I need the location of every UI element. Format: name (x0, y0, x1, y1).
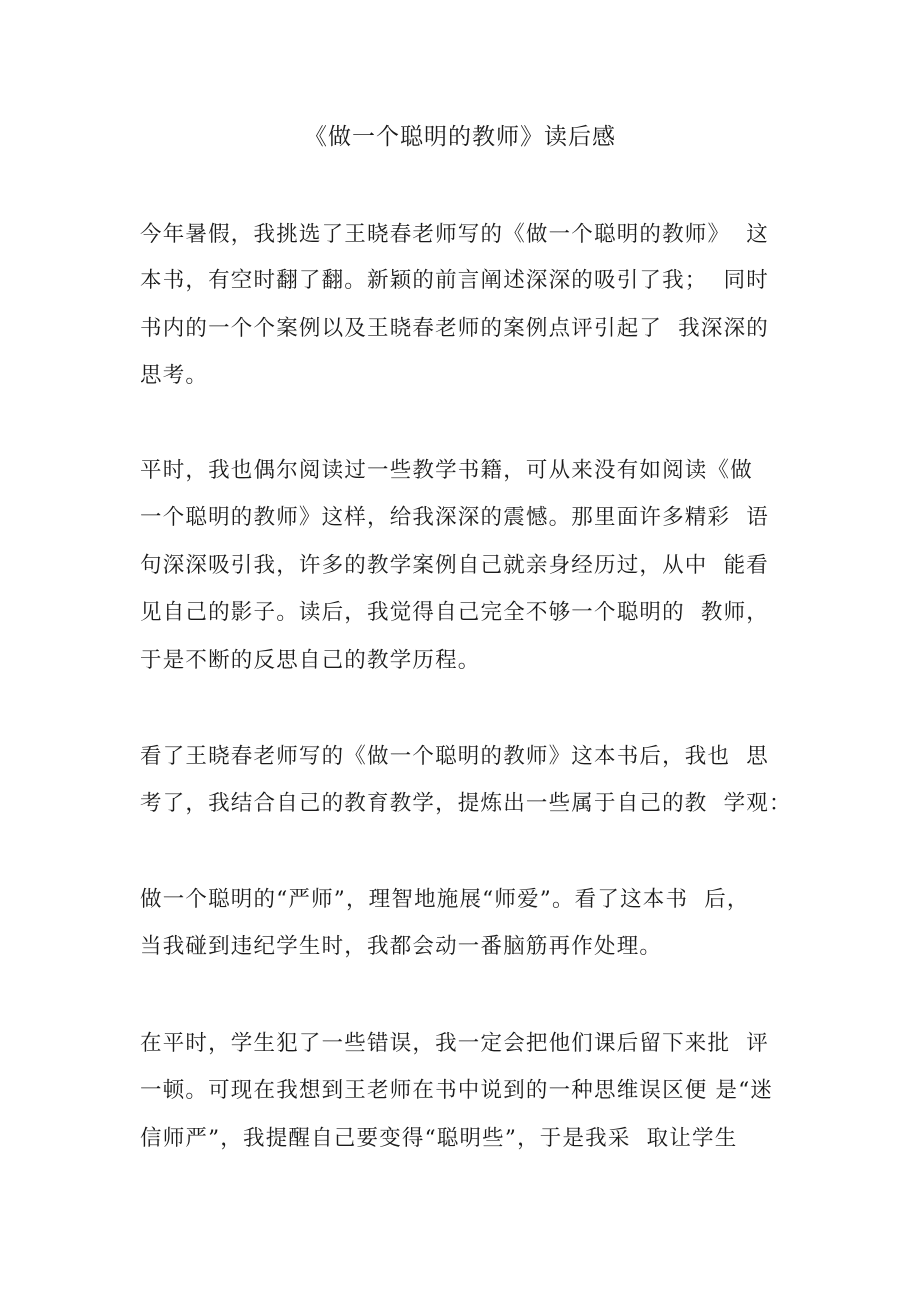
paragraph-line: 见自己的影子。读后，我觉得自己完全不够一个聪明的 教师， (140, 600, 769, 625)
document-title: 《做一个聪明的教师》读后感 (304, 124, 616, 150)
paragraph-line: 于是不断的反思自己的教学历程。 (140, 648, 481, 673)
paragraph-line: 一个聪明的教师》这样，给我深深的震憾。那里面许多精彩 语 (140, 505, 769, 530)
paragraph-line: 书内的一个个案例以及王晓春老师的案例点评引起了 我深深的 (140, 316, 769, 341)
paragraph-line: 思考。 (140, 363, 209, 388)
paragraph-line: 信师严”，我提醒自己要变得“聪明些”，于是我采 取让学生 (140, 1126, 738, 1151)
paragraph-line: 考了，我结合自己的教育教学，提炼出一些属于自己的教 学观： (140, 791, 792, 816)
paragraph-line: 看了王晓春老师写的《做一个聪明的教师》这本书后，我也 思 (140, 744, 769, 769)
paragraph-line: 做一个聪明的“严师”，理智地施展“师爱”。看了这本书 后， (140, 887, 750, 912)
paragraph-line: 一顿。可现在我想到王老师在书中说到的一种思维误区便 是“迷 (140, 1078, 774, 1103)
paragraph-line: 平时，我也偶尔阅读过一些教学书籍，可从来没有如阅读《做 (140, 458, 753, 483)
paragraph-line: 当我碰到违纪学生时，我都会动一番脑筋再作处理。 (140, 934, 663, 959)
paragraph-line: 句深深吸引我，许多的教学案例自己就亲身经历过，从中 能看 (140, 553, 769, 578)
paragraph-line: 本书，有空时翻了翻。新颖的前言阐述深深的吸引了我； 同时 (140, 268, 769, 293)
paragraph-line: 在平时，学生犯了一些错误，我一定会把他们课后留下来批 评 (140, 1031, 769, 1056)
paragraph-line: 今年暑假，我挑选了王晓春老师写的《做一个聪明的教师》 这 (140, 222, 769, 247)
